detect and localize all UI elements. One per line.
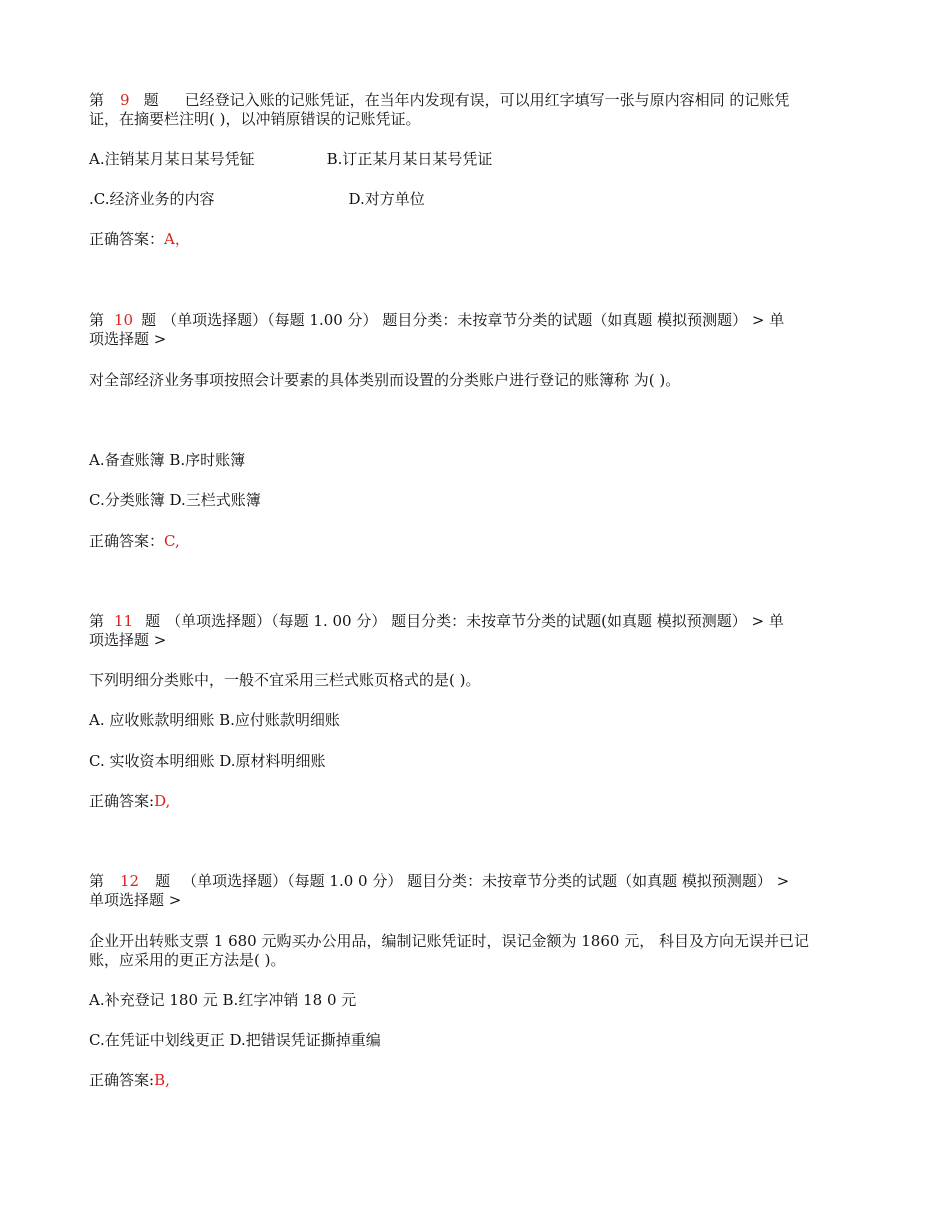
question-10-header [89,311,784,329]
question-prefix: 第 [89,612,105,630]
question-11-options-1: A. 应收账款明细账 B.应付账款明细账 [89,711,340,729]
answer-value: B, [154,1071,170,1089]
answer-value: D, [154,792,171,810]
question-number: 9 [120,91,130,109]
question-suffix: 题 [141,311,157,329]
question-12-header [89,872,789,890]
question-10-options-2: C.分类账簿 D.三栏式账簿 [89,491,261,509]
question-10-header-cont: 项选择题 > [89,330,167,348]
question-10-options-1: A.备查账簿 B.序时账簿 [89,451,246,469]
question-12-answer [89,1071,170,1089]
answer-label: 正确答案: [89,792,155,810]
question-header-text: （单项选择题）（每题 1. 00 分） 题目分类：未按章节分类的试题(如真题 模拟预测题） > 单 [166,612,784,630]
question-prefix: 第 [89,91,105,109]
option-c: .C.经济业务的内容 [89,190,215,208]
question-11-stem: 下列明细分类账中，一般不宜采用三栏式账页格式的是( )。 [89,671,481,689]
answer-label: 正确答案： [89,532,165,550]
question-number: 12 [120,872,140,890]
question-header-text: 已经登记入账的记账凭证，在当年内发现有误，可以用红字填写一张与原内容相同 的记账凭 [184,91,790,109]
question-number: 10 [114,311,134,329]
option-b: B.订正某月某日某号凭证 [326,150,493,168]
question-suffix: 题 [145,612,161,630]
question-suffix: 题 [143,91,159,109]
question-header-text: （单项选择题）（每题 1.0 0 分） 题目分类：未按章节分类的试题（如真题 模拟预测题） > [182,872,790,890]
question-12-stem-cont: 账，应采用的更正方法是( )。 [89,951,286,969]
question-11-answer [89,792,170,810]
question-12-options-1: A.补充登记 180 元 B.红字冲销 18 0 元 [89,991,357,1009]
question-11-header-cont: 项选择题 > [89,631,167,649]
answer-label: 正确答案： [89,230,165,248]
question-12-stem: 企业开出转账支票 1 680 元购买办公用品，编制记账凭证时，误记金额为 1860 元， 科目及方向无误并已记 [89,932,809,950]
answer-value: A， [164,230,190,248]
option-a: A.注销某月某日某号凭钲 [89,150,255,168]
question-suffix: 题 [155,872,171,890]
question-12-header-cont: 单项选择题 > [89,891,182,909]
question-11-options-2: C. 实收资本明细账 D.原材料明细账 [89,752,326,770]
question-9-header [89,91,789,109]
question-9-options-2 [89,190,425,208]
question-11-header [89,612,784,630]
question-header-text: （单项选择题）（每题 1.00 分） 题目分类：未按章节分类的试题（如真题 模拟预测题） > 单 [162,311,785,329]
question-12-options-2: C.在凭证中划线更正 D.把错误凭证撕掉重编 [89,1031,381,1049]
question-9-answer [89,230,190,248]
question-10-answer [89,532,180,550]
option-d: D.对方单位 [348,190,425,208]
question-prefix: 第 [89,311,105,329]
question-9-options-1 [89,150,492,168]
question-10-stem: 对全部经济业务事项按照会计要素的具体类别而设置的分类账户进行登记的账簿称 为( )。 [89,371,681,389]
answer-value: C, [164,532,180,550]
question-prefix: 第 [89,872,105,890]
question-number: 11 [114,612,134,630]
answer-label: 正确答案: [89,1071,155,1089]
question-9-header-cont: 证，在摘要栏注明( )，以冲销原错误的记账凭证。 [89,110,421,128]
